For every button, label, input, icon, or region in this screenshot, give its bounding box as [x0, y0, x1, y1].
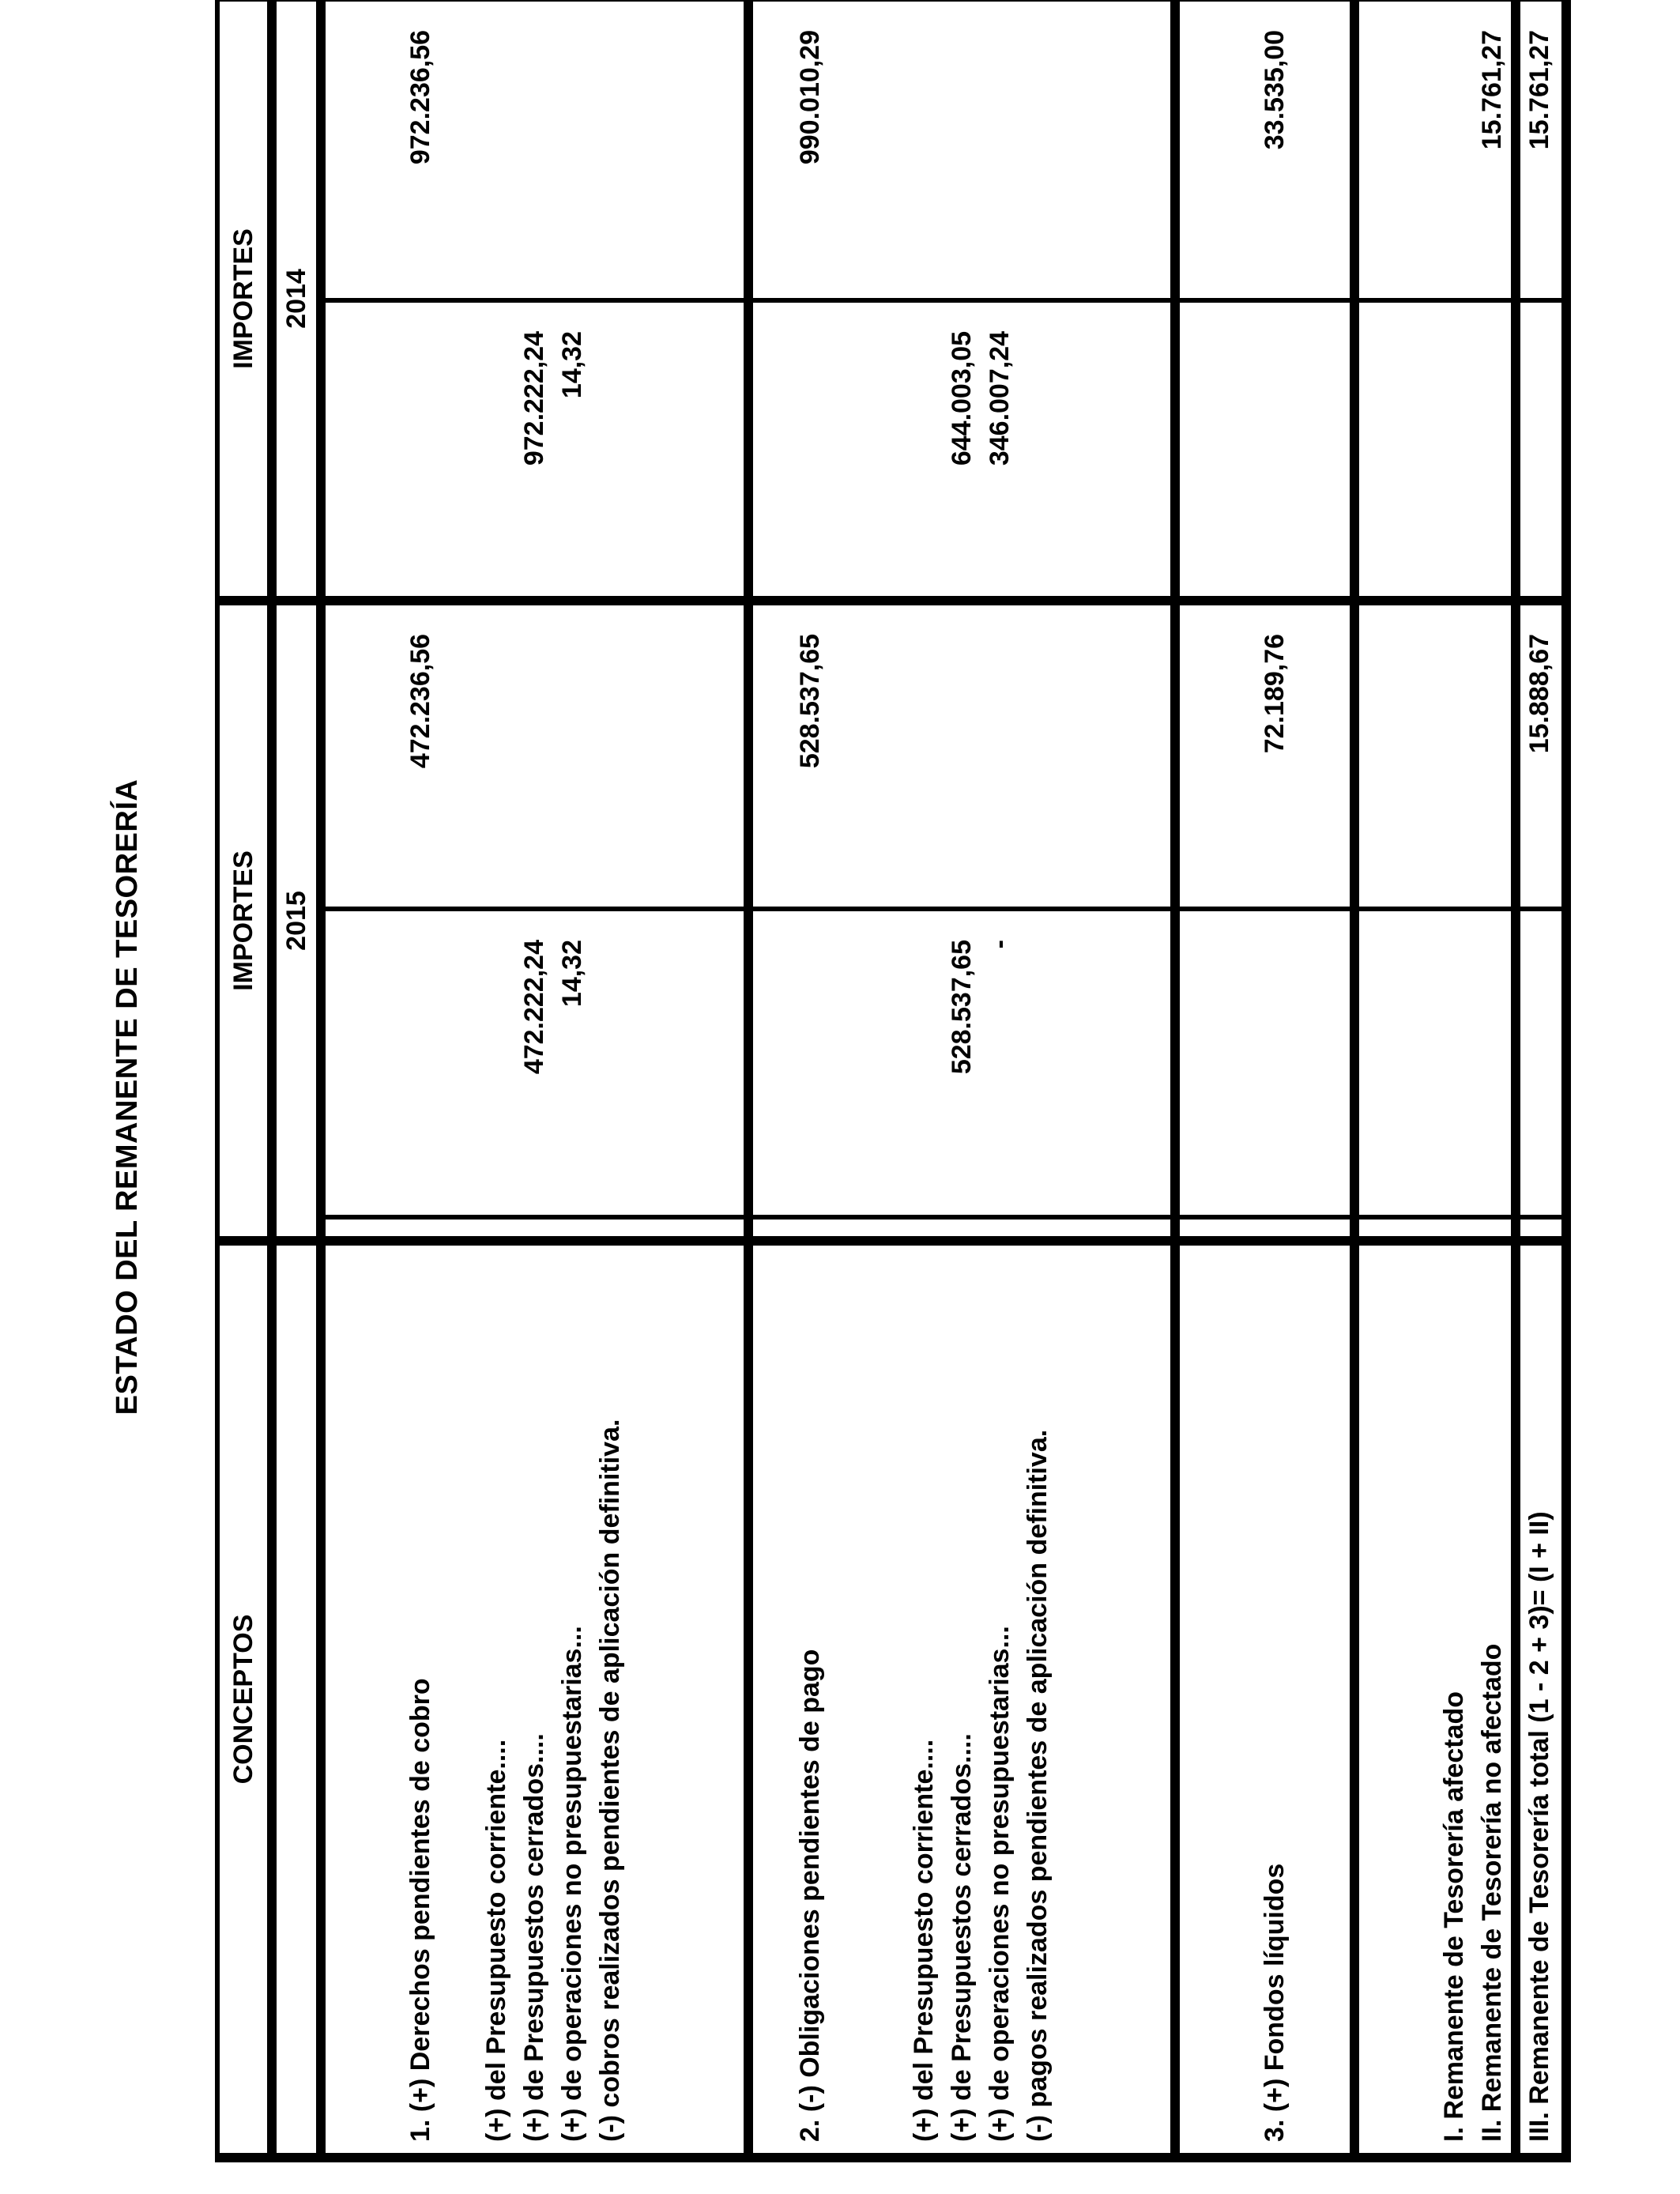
spacer-col: [748, 1217, 1176, 1241]
derechos-total-2015: 472.236,56: [405, 633, 435, 769]
obligaciones-2015-no-presupuestarias: -: [984, 940, 1015, 949]
obligaciones-total-2014-cell: [748, 0, 1176, 300]
fondos-concepts-cell: [1175, 1241, 1354, 2158]
obligaciones-2014-cerrados: 644.003,05: [946, 330, 977, 466]
remanente-no-afectado-2014: 15.761,27: [1477, 29, 1507, 150]
derechos-2014-no-presupuestarias: 14,32: [557, 330, 587, 399]
total-2014-cell: [1516, 0, 1566, 300]
fondos-total-2014: 33.535,00: [1260, 29, 1290, 150]
year-2015: 2015: [272, 601, 321, 1241]
remanente-no-afectado-label: II. Remanente de Tesorería no afectado: [1477, 1643, 1507, 2142]
spacer-col: [1354, 1217, 1516, 1241]
remanente-total-2015-cell: [1354, 601, 1516, 909]
treasury-remainder-table: [215, 0, 1571, 2162]
total-sub-2015: [1516, 909, 1566, 1217]
derechos-total-2015-cell: [321, 601, 748, 909]
obligaciones-label: 2. (-) Obligaciones pendientes de pago: [794, 1649, 825, 2142]
header-conceptos: CONCEPTOS: [217, 1241, 272, 2158]
obligaciones-sub-cerrados: (+) de Presupuestos cerrados....: [946, 1733, 977, 2142]
total-concepts-cell: [1516, 1241, 1566, 2158]
obligaciones-2015-cerrados: 528.537,65: [946, 940, 977, 1075]
total-2015: 15.888,67: [1524, 633, 1554, 754]
derechos-2015-no-presupuestarias: 14,32: [557, 940, 587, 1008]
remanente-total-2014-cell: [1354, 0, 1516, 300]
spacer-col: [321, 1217, 748, 1241]
fondos-total-2015-cell: [1175, 601, 1354, 909]
fondos-total-2015: 72.189,76: [1260, 633, 1290, 754]
document-title: ESTADO DEL REMANENTE DE TESORERÍA: [111, 778, 144, 1416]
header-conceptos-spacer: [272, 1241, 321, 2158]
header-importes-2014: IMPORTES: [217, 0, 272, 601]
obligaciones-sub-pagos-pendientes: (-) pagos realizados pendientes de aplicación definitiva.: [1022, 1429, 1053, 2142]
total-label: III. Remanente de Tesorería total (1 - 2 + 3)= (I + II): [1524, 1511, 1554, 2142]
derechos-sub-2015: [321, 909, 748, 1217]
derechos-2015-cerrados: 472.222,24: [519, 940, 549, 1075]
total-2015-cell: [1516, 601, 1566, 909]
obligaciones-sub-corriente: (+) del Presupuesto corriente....: [908, 1739, 939, 2142]
year-2014: 2014: [272, 0, 321, 601]
derechos-sub-corriente: (+) del Presupuesto corriente....: [481, 1739, 511, 2142]
obligaciones-sub-2015: [748, 909, 1176, 1217]
remanente-afectado-label: I. Remanente de Tesorería afectado: [1439, 1691, 1469, 2142]
obligaciones-total-2014: 990.010,29: [794, 29, 825, 165]
obligaciones-sub-2014: [748, 300, 1176, 601]
derechos-label: 1. (+) Derechos pendientes de cobro: [405, 1678, 435, 2142]
obligaciones-2014-no-presupuestarias: 346.007,24: [984, 330, 1015, 466]
obligaciones-sub-no-presupuestarias: (+) de operaciones no presupuestarias...: [984, 1626, 1015, 2142]
obligaciones-total-2015-cell: [748, 601, 1176, 909]
header-importes-2015: IMPORTES: [217, 601, 272, 1241]
remanente-concepts-cell: [1354, 1241, 1516, 2158]
fondos-sub-2015: [1175, 909, 1354, 1217]
derechos-total-2014-cell: [321, 0, 748, 300]
derechos-2014-cerrados: 972.222,24: [519, 330, 549, 466]
fondos-total-2014-cell: [1175, 0, 1354, 300]
remanente-sub-2014: [1354, 300, 1516, 601]
derechos-total-2014: 972.236,56: [405, 29, 435, 165]
total-2014: 15.761,27: [1524, 29, 1554, 150]
remanente-sub-2015: [1354, 909, 1516, 1217]
fondos-sub-2014: [1175, 300, 1354, 601]
derechos-concepts-cell: [321, 1241, 748, 2158]
derechos-sub-2014: [321, 300, 748, 601]
spacer-col: [1175, 1217, 1354, 1241]
total-sub-2014: [1516, 300, 1566, 601]
derechos-sub-cerrados: (+) de Presupuestos cerrados....: [519, 1733, 549, 2142]
spacer-col: [1516, 1217, 1566, 1241]
fondos-label: 3. (+) Fondos líquidos: [1260, 1863, 1290, 2142]
derechos-sub-no-presupuestarias: (+) de operaciones no presupuestarias...: [557, 1626, 587, 2142]
derechos-sub-cobros-pendientes: (-) cobros realizados pendientes de aplicación definitiva.: [595, 1419, 625, 2142]
obligaciones-concepts-cell: [748, 1241, 1176, 2158]
obligaciones-total-2015: 528.537,65: [794, 633, 825, 769]
